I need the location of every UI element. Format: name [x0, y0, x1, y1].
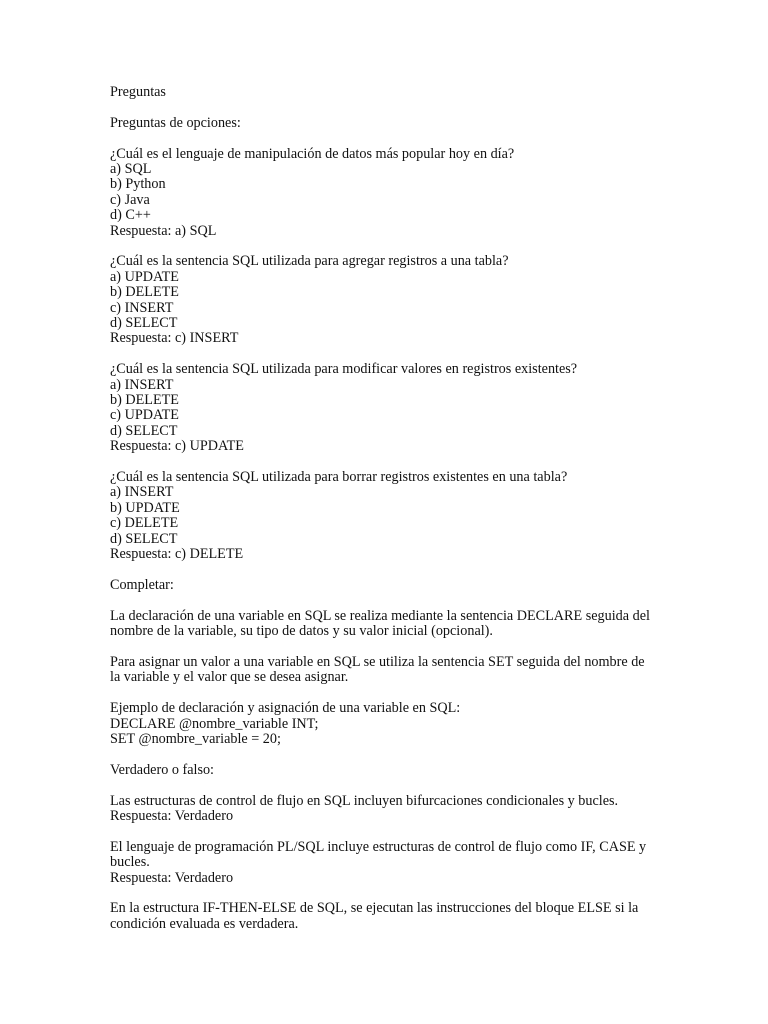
- question-answer: Respuesta: a) SQL: [110, 222, 217, 239]
- true-false-statement: Las estructuras de control de flujo en SQL incluyen bifurcaciones condicionales y bucles.: [110, 792, 619, 809]
- true-false-item-1: [110, 794, 655, 825]
- question-option: c) Java: [110, 191, 150, 208]
- question-option: c) INSERT: [110, 299, 174, 316]
- question-option: c) DELETE: [110, 515, 179, 532]
- example-block: [110, 701, 655, 747]
- true-false-statement: En la estructura IF-THEN-ELSE de SQL, se ejecutan las instrucciones del bloque ELSE si la condición evaluada es verdadera.: [110, 900, 639, 932]
- true-false-answer: Respuesta: Verdadero: [110, 869, 234, 886]
- complete-heading: Completar:: [110, 576, 174, 593]
- spacer: [110, 824, 655, 839]
- example-intro: Ejemplo de declaración y asignación de una variable en SQL:: [110, 700, 461, 717]
- spacer: [110, 100, 655, 115]
- true-false-heading: Verdadero o falso:: [110, 761, 215, 778]
- example-code-line: SET @nombre_variable = 20;: [110, 730, 281, 747]
- question-option: a) UPDATE: [110, 268, 179, 285]
- question-option: a) INSERT: [110, 484, 174, 501]
- question-option: d) C++: [110, 207, 151, 224]
- question-block-1: [110, 147, 655, 239]
- question-answer: Respuesta: c) UPDATE: [110, 438, 244, 455]
- spacer: [110, 239, 655, 254]
- question-option: b) DELETE: [110, 284, 179, 301]
- complete-item-2: Para asignar un valor a una variable en SQL se utiliza la sentencia SET seguida del nombre de la variable y el valor que se desea asignar.: [110, 653, 645, 686]
- true-false-statement: El lenguaje de programación PL/SQL incluye estructuras de control de flujo como IF, CASE y bucles.: [110, 838, 647, 871]
- spacer: [110, 563, 655, 578]
- question-block-3: [110, 362, 655, 454]
- question-answer: Respuesta: c) DELETE: [110, 546, 244, 563]
- spacer: [110, 347, 655, 362]
- question-option: b) UPDATE: [110, 499, 180, 516]
- question-block-2: [110, 254, 655, 346]
- question-option: a) SQL: [110, 161, 152, 177]
- true-false-answer: Respuesta: Verdadero: [110, 807, 234, 824]
- question-option: b) Python: [110, 176, 166, 193]
- question-option: c) UPDATE: [110, 407, 179, 424]
- true-false-item-2: [110, 840, 655, 886]
- question-block-4: [110, 470, 655, 562]
- question-option: b) DELETE: [110, 392, 179, 409]
- spacer: [110, 747, 655, 762]
- question-text: ¿Cuál es la sentencia SQL utilizada para borrar registros existentes en una tabla?: [110, 469, 568, 486]
- question-answer: Respuesta: c) INSERT: [110, 330, 239, 347]
- question-option: a) INSERT: [110, 376, 174, 393]
- question-text: ¿Cuál es el lenguaje de manipulación de datos más popular hoy en día?: [110, 145, 515, 162]
- spacer: [110, 886, 655, 901]
- example-code-line: DECLARE @nombre_variable INT;: [110, 715, 319, 732]
- document-title: Preguntas: [110, 84, 166, 100]
- question-option: d) SELECT: [110, 530, 178, 547]
- multiple-choice-heading: Preguntas de opciones:: [110, 114, 241, 131]
- question-text: ¿Cuál es la sentencia SQL utilizada para agregar registros a una tabla?: [110, 253, 509, 270]
- spacer: [110, 686, 655, 701]
- question-option: d) SELECT: [110, 422, 178, 439]
- true-false-item-3: [110, 901, 655, 932]
- spacer: [110, 455, 655, 470]
- document-page: [110, 85, 655, 932]
- question-text: ¿Cuál es la sentencia SQL utilizada para modificar valores en registros existentes?: [110, 361, 578, 378]
- spacer: [110, 640, 655, 655]
- spacer: [110, 131, 655, 146]
- spacer: [110, 778, 655, 793]
- question-option: d) SELECT: [110, 315, 178, 332]
- complete-item-1: La declaración de una variable en SQL se realiza mediante la sentencia DECLARE seguida del nombre de la variable, su tipo de datos y su valor inicial (opcional).: [110, 607, 650, 640]
- spacer: [110, 593, 655, 608]
